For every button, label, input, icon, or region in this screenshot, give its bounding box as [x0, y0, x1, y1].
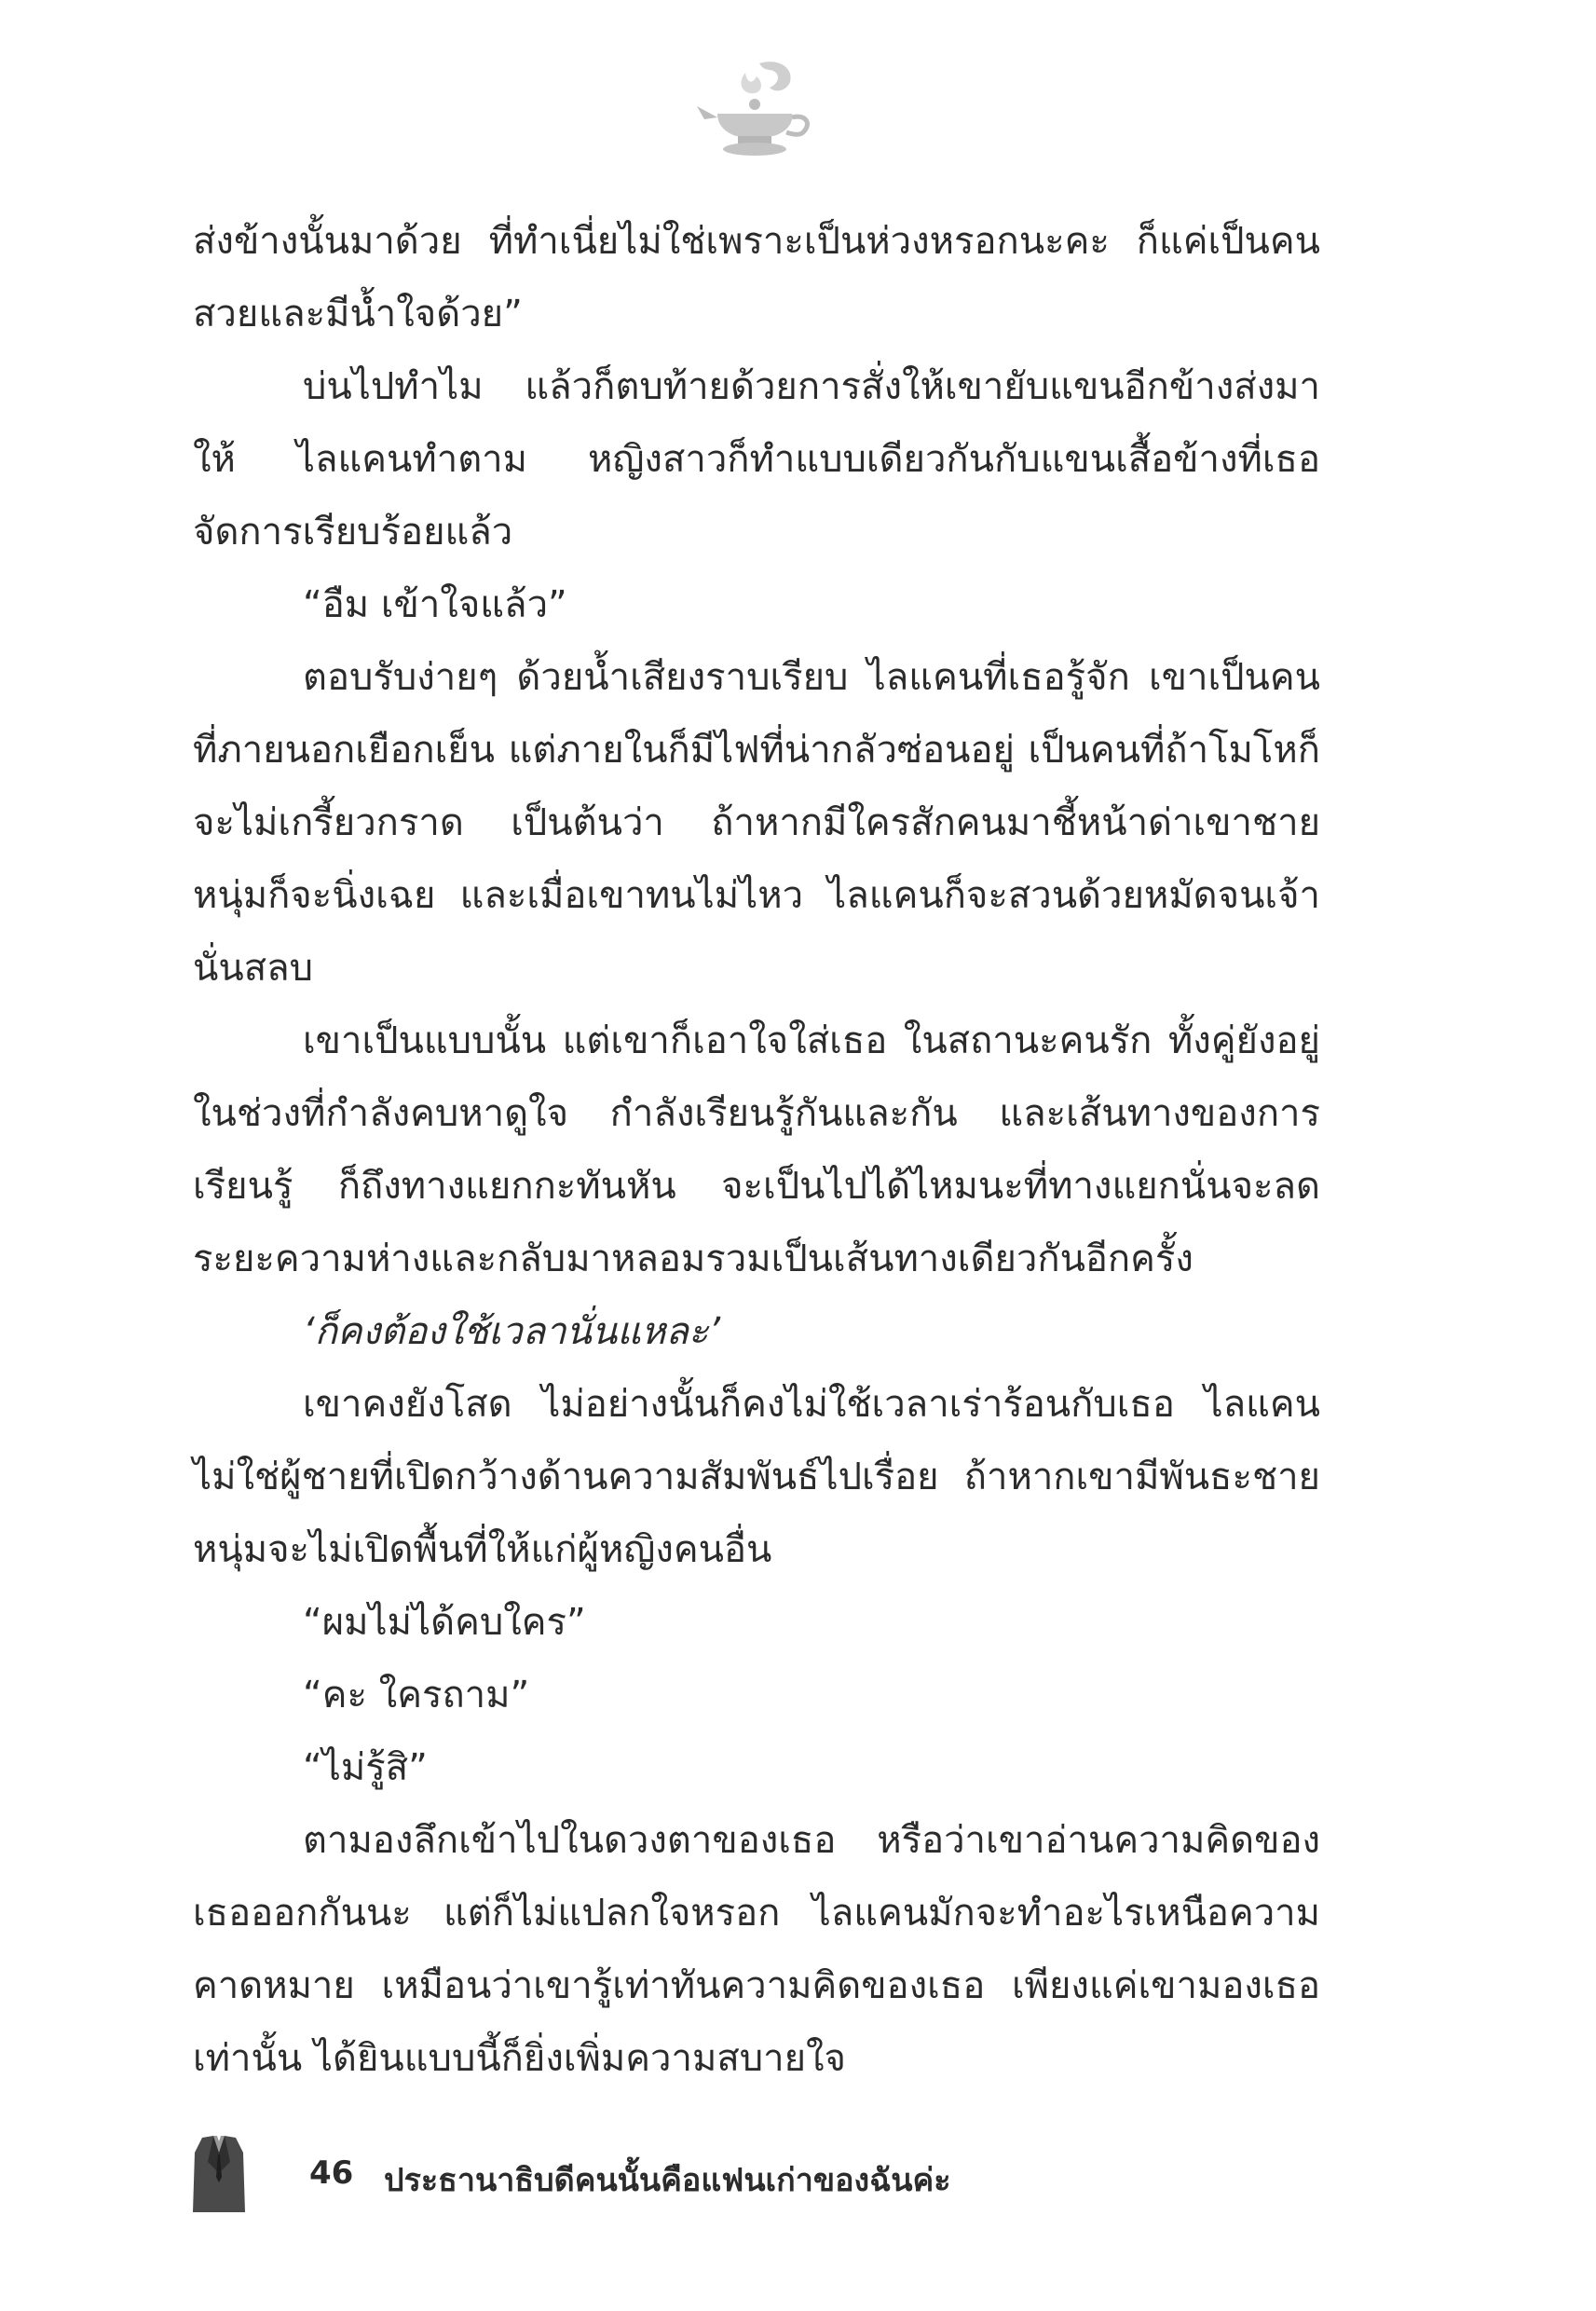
paragraph: ส่งข้างนั้นมาด้วย ที่ทำเนี่ยไม่ใช่เพราะเป็นห่วงหรอกนะคะ ก็แค่เป็นคนสวยและมีน้ำใจด้วย” — [193, 220, 1320, 335]
body-text — [193, 205, 1320, 2095]
suit-jacket-icon — [193, 2134, 245, 2214]
paragraph: “อืม เข้าใจแล้ว” — [303, 583, 567, 626]
book-title: ประธานาธิบดีคนนั้นคือแฟนเก่าของฉันค่ะ — [384, 2162, 951, 2199]
page-footer — [193, 2134, 1320, 2218]
page-number: 46 — [309, 2154, 354, 2192]
paragraph: ‘ก็คงต้องใช้เวลานั่นแหละ’ — [303, 1310, 721, 1353]
genie-lamp-icon — [689, 56, 820, 168]
paragraph: บ่นไปทำไม แล้วก็ตบท้ายด้วยการสั่งให้เขายับแขนอีกข้างส่งมาให้ ไลแคนทำตาม หญิงสาวก็ทำแบบเดียวกันกับแขนเสื้อข้างที่เธอจัดการเรียบร้อยแล้ว — [193, 365, 1320, 554]
paragraph: “ไม่รู้สิ” — [303, 1746, 428, 1789]
paragraph: เขาคงยังโสด ไม่อย่างนั้นก็คงไม่ใช้เวลาเร่าร้อนกับเธอ ไลแคนไม่ใช่ผู้ชายที่เปิดกว้างด้านความสัมพันธ์ไปเรื่อย ถ้าหากเขามีพันธะชายหนุ่มจะไม่เปิดพื้นที่ให้แก่ผู้หญิงคนอื่น — [193, 1383, 1320, 1571]
paragraph: เขาเป็นแบบนั้น แต่เขาก็เอาใจใส่เธอ ในสถานะคนรัก ทั้งคู่ยังอยู่ในช่วงที่กำลังคบหาดูใจ กำลังเรียนรู้กันและกัน และเส้นทางของการเรียนรู้ ก็ถึงทางแยกกะทันหัน จะเป็นไปได้ไหมนะที่ทางแยกนั่นจะลดระยะความห่างและกลับมาหลอมรวมเป็นเส้นทางเดียวกันอีกครั้ง — [193, 1019, 1320, 1280]
paragraph: “คะ ใครถาม” — [303, 1674, 530, 1716]
paragraph: ตอบรับง่ายๆ ด้วยน้ำเสียงราบเรียบ ไลแคนที่เธอรู้จัก เขาเป็นคนที่ภายนอกเยือกเย็น แต่ภายในก็มีไฟที่น่ากลัวซ่อนอยู่ เป็นคนที่ถ้าโมโหก็จะไม่เกรี้ยวกราด เป็นต้นว่า ถ้าหากมีใครสักคนมาชี้หน้าด่าเขาชายหนุ่มก็จะนิ่งเฉย และเมื่อเขาทนไม่ไหว ไลแคนก็จะสวนด้วยหมัดจนเจ้านั่นสลบ — [193, 656, 1320, 990]
paragraph: “ผมไม่ได้คบใคร” — [303, 1601, 586, 1644]
paragraph: ตามองลึกเข้าไปในดวงตาของเธอ หรือว่าเขาอ่านความคิดของเธอออกกันนะ แต่ก็ไม่แปลกใจหรอก ไลแคนมักจะทำอะไรเหนือความคาดหมาย เหมือนว่าเขารู้เท่าทันความคิดของเธอ เพียงแค่เขามองเธอเท่านั้น ได้ยินแบบนี้ก็ยิ่งเพิ่มความสบายใจ — [193, 1819, 1320, 2080]
